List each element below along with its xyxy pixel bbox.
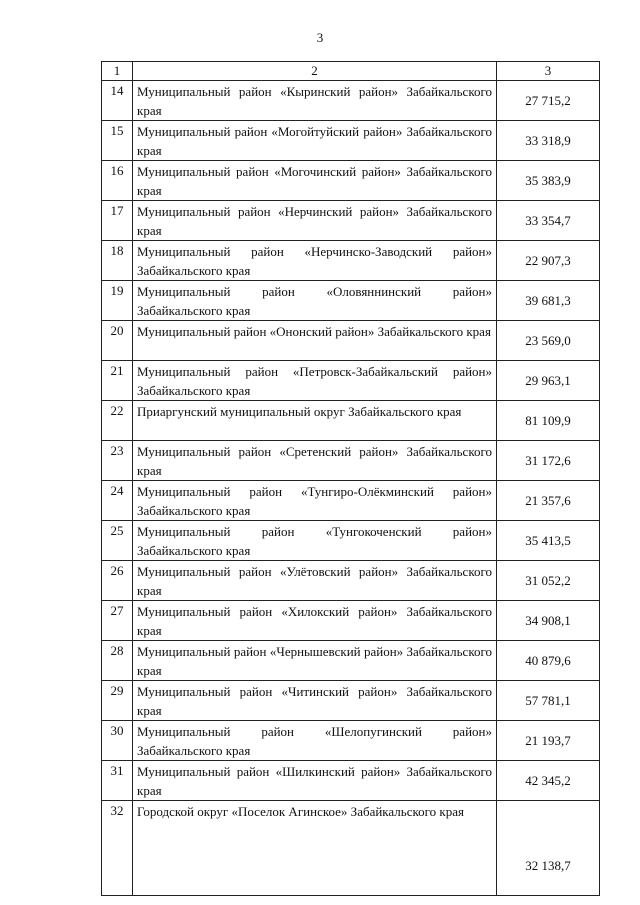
municipality-name: Муниципальный район «Тунгиро-Олёкминский район» Забайкальского края	[133, 481, 497, 521]
table-row	[102, 361, 600, 401]
municipality-name: Муниципальный район «Хилокский район» Забайкальского края	[133, 601, 497, 641]
municipality-name: Муниципальный район «Улётовский район» Забайкальского края	[133, 561, 497, 601]
amount-value: 40 879,6	[497, 641, 600, 681]
municipality-name: Муниципальный район «Читинский район» Забайкальского края	[133, 681, 497, 721]
municipality-name: Муниципальный район «Шелопугинский район» Забайкальского края	[133, 721, 497, 761]
municipality-name: Муниципальный район «Ононский район» Забайкальского края	[133, 321, 497, 361]
row-number: 26	[102, 561, 133, 601]
row-number: 27	[102, 601, 133, 641]
table-row	[102, 801, 600, 896]
amount-value: 42 345,2	[497, 761, 600, 801]
amount-value: 27 715,2	[497, 81, 600, 121]
column-header-1: 1	[102, 62, 133, 81]
table-header-row	[102, 62, 600, 81]
row-number: 20	[102, 321, 133, 361]
amount-value: 21 357,6	[497, 481, 600, 521]
municipality-name: Муниципальный район «Тунгокоченский район» Забайкальского края	[133, 521, 497, 561]
table-row	[102, 481, 600, 521]
row-number: 16	[102, 161, 133, 201]
municipality-name: Городской округ «Поселок Агинское» Забайкальского края	[133, 801, 497, 896]
table-row	[102, 681, 600, 721]
amount-value: 32 138,7	[497, 801, 600, 896]
municipality-name: Приаргунский муниципальный округ Забайкальского края	[133, 401, 497, 441]
table-row	[102, 641, 600, 681]
amount-value: 21 193,7	[497, 721, 600, 761]
table-row	[102, 81, 600, 121]
row-number: 18	[102, 241, 133, 281]
amount-value: 33 354,7	[497, 201, 600, 241]
row-number: 19	[102, 281, 133, 321]
row-number: 29	[102, 681, 133, 721]
municipality-name: Муниципальный район «Петровск-Забайкальский район» Забайкальского края	[133, 361, 497, 401]
municipality-name: Муниципальный район «Могочинский район» Забайкальского края	[133, 161, 497, 201]
table-row	[102, 721, 600, 761]
table-row	[102, 401, 600, 441]
amount-value: 22 907,3	[497, 241, 600, 281]
page-number: 3	[316, 30, 324, 45]
row-number: 17	[102, 201, 133, 241]
amount-value: 29 963,1	[497, 361, 600, 401]
amount-value: 57 781,1	[497, 681, 600, 721]
amount-value: 39 681,3	[497, 281, 600, 321]
row-number: 21	[102, 361, 133, 401]
row-number: 22	[102, 401, 133, 441]
table-row	[102, 281, 600, 321]
column-header-3: 3	[497, 62, 600, 81]
table-row	[102, 201, 600, 241]
row-number: 24	[102, 481, 133, 521]
table-row	[102, 521, 600, 561]
table-row	[102, 441, 600, 481]
row-number: 30	[102, 721, 133, 761]
municipality-name: Муниципальный район «Нерчинско-Заводский район» Забайкальского края	[133, 241, 497, 281]
municipality-name: Муниципальный район «Шилкинский район» Забайкальского края	[133, 761, 497, 801]
municipality-name: Муниципальный район «Сретенский район» Забайкальского края	[133, 441, 497, 481]
amount-value: 35 413,5	[497, 521, 600, 561]
row-number: 23	[102, 441, 133, 481]
table-row	[102, 561, 600, 601]
amount-value: 34 908,1	[497, 601, 600, 641]
amount-value: 81 109,9	[497, 401, 600, 441]
amount-value: 33 318,9	[497, 121, 600, 161]
table-row	[102, 121, 600, 161]
row-number: 32	[102, 801, 133, 896]
table-row	[102, 161, 600, 201]
row-number: 28	[102, 641, 133, 681]
column-header-2: 2	[133, 62, 497, 81]
amount-value: 35 383,9	[497, 161, 600, 201]
row-number: 25	[102, 521, 133, 561]
municipality-name: Муниципальный район «Нерчинский район» Забайкальского края	[133, 201, 497, 241]
municipality-name: Муниципальный район «Могойтуйский район» Забайкальского края	[133, 121, 497, 161]
table-row	[102, 761, 600, 801]
table-row	[102, 601, 600, 641]
row-number: 31	[102, 761, 133, 801]
allocation-table	[101, 61, 600, 896]
table-row	[102, 241, 600, 281]
row-number: 14	[102, 81, 133, 121]
municipality-name: Муниципальный район «Чернышевский район» Забайкальского края	[133, 641, 497, 681]
row-number: 15	[102, 121, 133, 161]
amount-value: 31 052,2	[497, 561, 600, 601]
amount-value: 23 569,0	[497, 321, 600, 361]
amount-value: 31 172,6	[497, 441, 600, 481]
municipality-name: Муниципальный район «Кыринский район» Забайкальского края	[133, 81, 497, 121]
municipality-name: Муниципальный район «Оловяннинский район» Забайкальского края	[133, 281, 497, 321]
table-row	[102, 321, 600, 361]
